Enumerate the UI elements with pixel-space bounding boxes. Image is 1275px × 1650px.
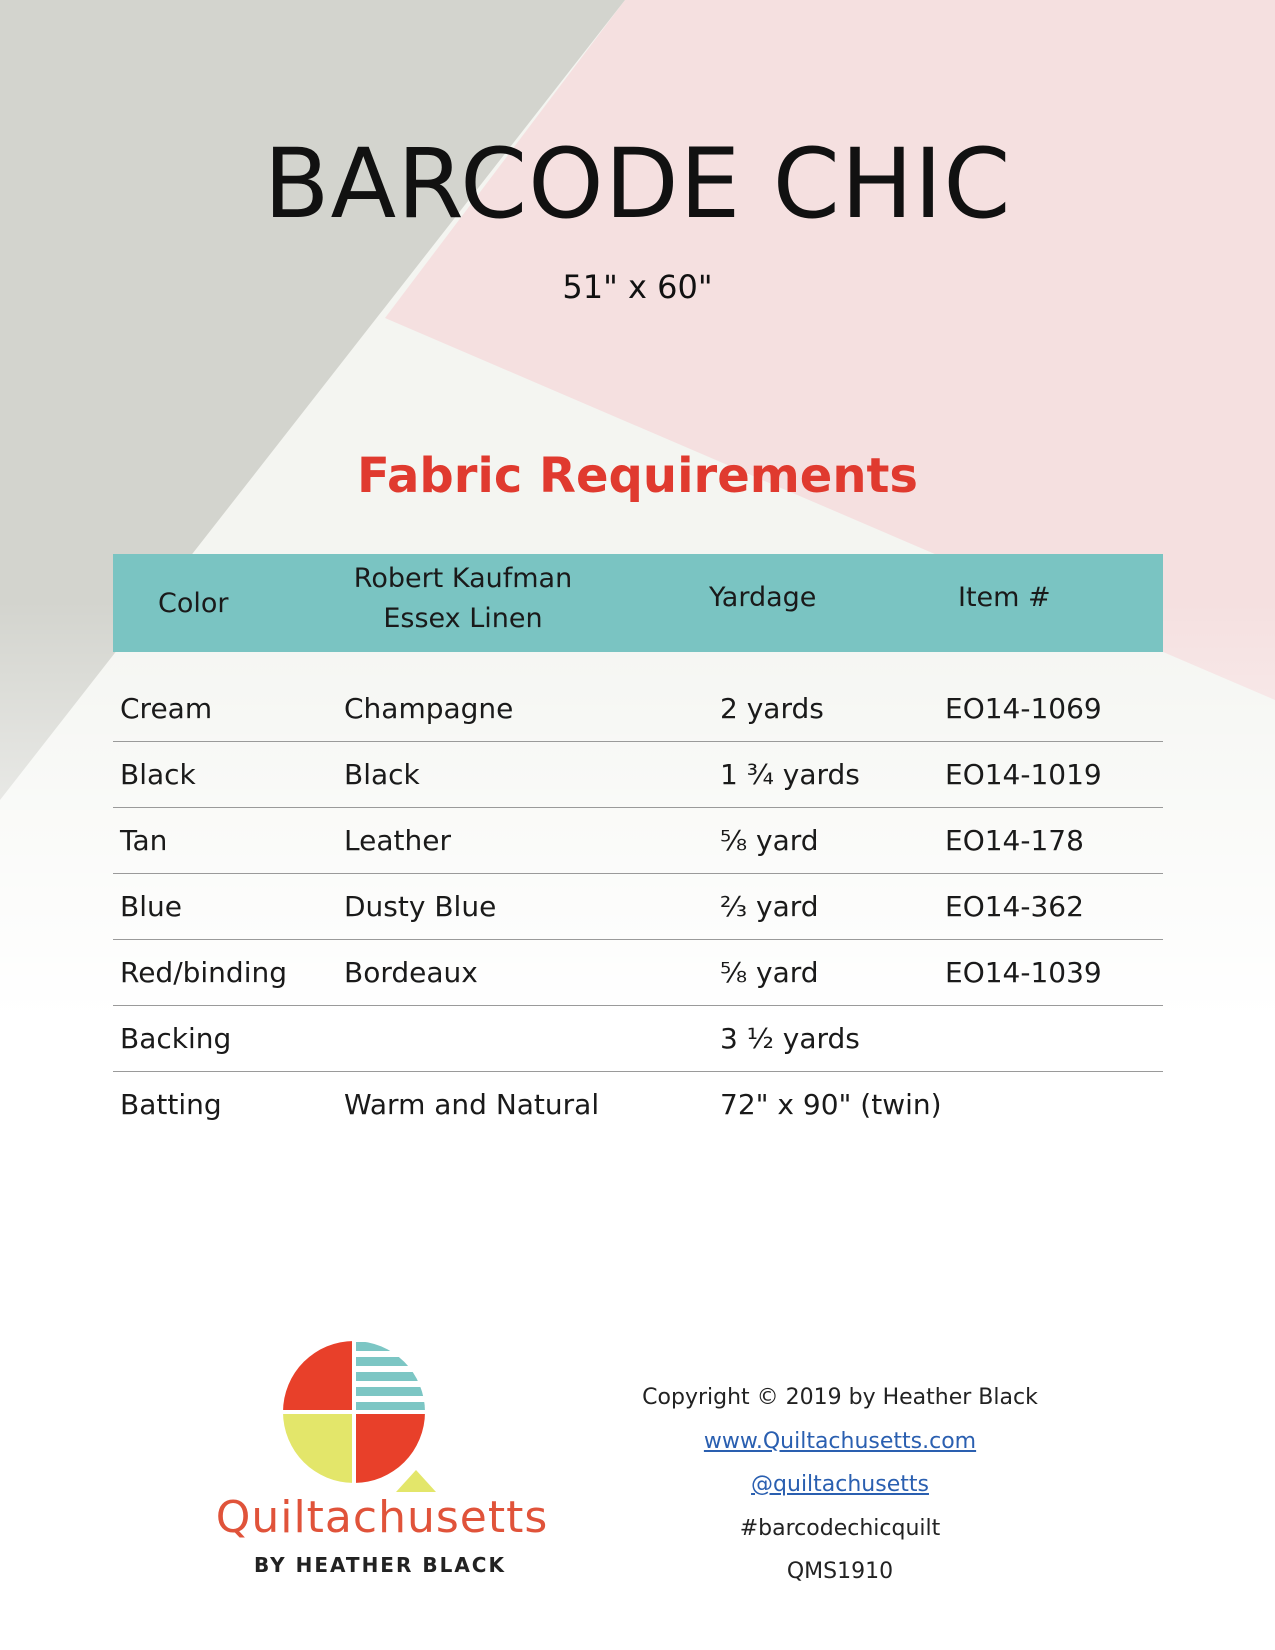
cell-fabric: Warm and Natural (344, 1088, 600, 1121)
column-header-item: Item # (958, 581, 1051, 613)
column-header-fabric-line2: Essex Linen (383, 603, 543, 634)
table-body (113, 676, 1163, 1137)
cell-item: EO14-1069 (945, 692, 1102, 725)
cell-yardage: ⅝ yard (720, 956, 819, 989)
column-header-fabric-line1: Robert Kaufman (353, 563, 573, 594)
table-row (113, 1072, 1163, 1137)
cell-yardage: 72" x 90" (twin) (720, 1088, 942, 1121)
cell-fabric: Dusty Blue (344, 890, 497, 923)
table-row (113, 874, 1163, 940)
quilt-size: 51" x 60" (562, 268, 713, 306)
cell-item: EO14-178 (945, 824, 1084, 857)
cell-fabric: Leather (344, 824, 451, 857)
logo-mark-icon (200, 1340, 560, 1500)
brand-name: Quiltachusetts (215, 1492, 549, 1543)
cell-yardage: ⅝ yard (720, 824, 819, 857)
table-row (113, 808, 1163, 874)
pattern-code: QMS1910 (786, 1559, 894, 1584)
cell-fabric: Bordeaux (344, 956, 478, 989)
brand-byline: BY HEATHER BLACK (254, 1553, 506, 1577)
copyright-text: Copyright © 2019 by Heather Black (642, 1385, 1038, 1410)
table-row (113, 676, 1163, 742)
column-header-fabric (333, 550, 593, 648)
website-link[interactable]: www.Quiltachusetts.com (703, 1428, 977, 1454)
page-title: BARCODE CHIC (263, 128, 1012, 240)
hashtag-text: #barcodechicquilt (739, 1515, 941, 1541)
table-row (113, 940, 1163, 1006)
cell-color: Red/binding (120, 956, 288, 989)
cell-fabric: Black (344, 758, 420, 791)
cell-color: Blue (120, 890, 182, 923)
social-link[interactable]: @quiltachusetts (751, 1472, 929, 1497)
cell-color: Black (120, 758, 196, 791)
cell-yardage: 2 yards (720, 692, 824, 725)
cell-yardage: 1 ¾ yards (720, 758, 860, 791)
section-title: Fabric Requirements (357, 448, 918, 504)
table-row (113, 742, 1163, 808)
column-header-color: Color (158, 587, 229, 619)
cell-yardage: ⅔ yard (720, 890, 819, 923)
cell-item: EO14-1019 (945, 758, 1102, 791)
cell-color: Cream (120, 692, 213, 725)
table-header (113, 554, 1163, 652)
column-header-yardage: Yardage (709, 581, 817, 613)
cell-item: EO14-362 (945, 890, 1084, 923)
cell-color: Batting (120, 1088, 222, 1121)
quiltachusetts-logo (200, 1340, 560, 1580)
footer-info (620, 1376, 1060, 1594)
table-row (113, 1006, 1163, 1072)
cell-fabric: Champagne (344, 692, 514, 725)
cell-color: Tan (120, 824, 168, 857)
fabric-table (113, 554, 1163, 1137)
cell-yardage: 3 ½ yards (720, 1022, 860, 1055)
cell-item: EO14-1039 (945, 956, 1102, 989)
cell-color: Backing (120, 1022, 232, 1055)
